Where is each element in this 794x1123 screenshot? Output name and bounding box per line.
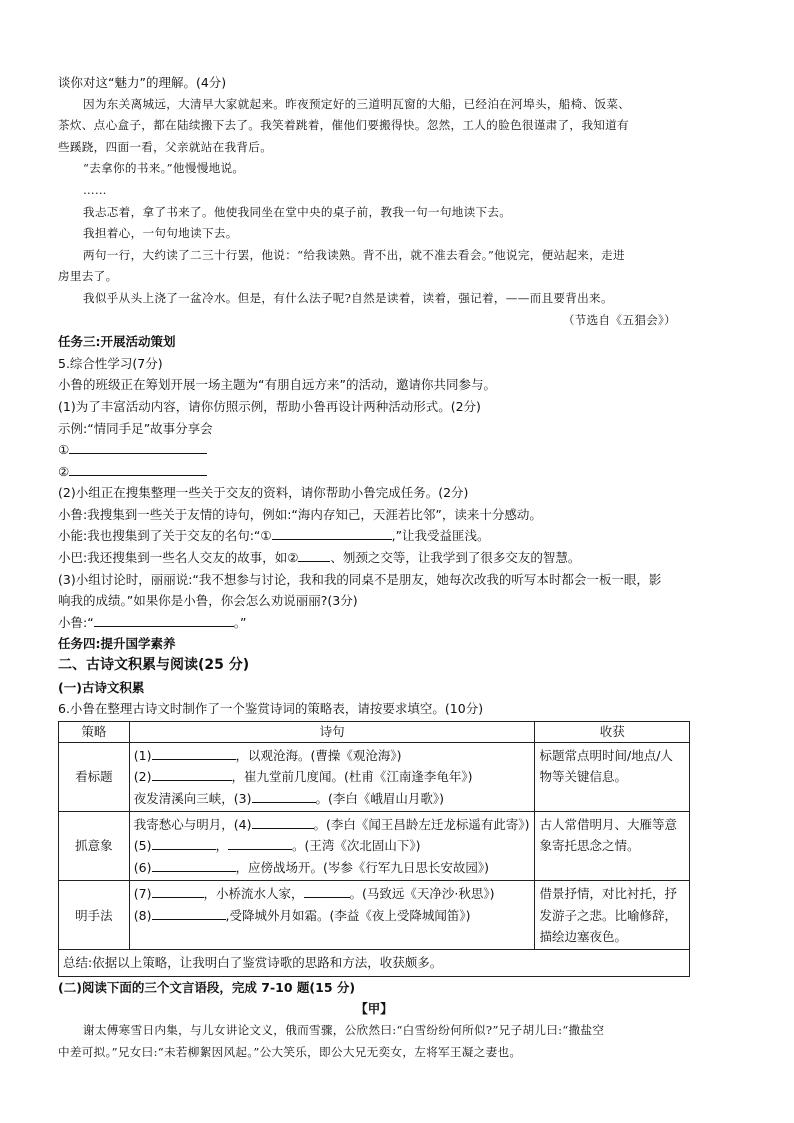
example-line: 示例:“情同手足”故事分享会 [58,420,213,436]
page [58,72,690,1063]
verse-text: 我寄愁心与明月，(4) [133,817,252,833]
passage [58,94,690,332]
answer-blank[interactable] [152,858,236,872]
subsection-1-heading: (一)古诗文积累 [58,679,145,695]
dialogue-text: ,”让我受益匪浅。 [391,528,490,544]
strategy-cell: 明手法 [59,881,130,950]
table-header: 策略 [59,721,130,742]
task4-heading: 任务四:提升国学素养 [58,636,176,652]
dialogue-text: 、刎颈之交等，让我学到了很多交友的智慧。 [330,550,581,566]
passage-paragraph: 因为东关离城远，大清早大家就起来。昨夜预定好的三道明瓦窗的大船，已经泊在河埠头，船椅、饭菜、 [83,96,631,111]
classical-text: 中差可拟。”兄女曰:“未若柳絮因风起。”公大笑乐，即公大兄无奕女，左将军王凝之妻也。 [58,1044,522,1059]
answer-blank[interactable] [152,767,232,781]
answer-line-1 [58,439,690,461]
verse-text: (6) [133,859,152,875]
verse-text: ,受降城外月如霜。(李益《夜上受降城闻笛》) [225,907,471,923]
verse-text: 。(王湾《次北固山下》) [292,838,421,854]
answer-blank[interactable] [298,548,330,562]
verse-text: 夜发清溪向三峡，(3) [133,790,252,806]
verse-text: ，崔九堂前几度闻。(杜甫《江南逢李龟年》) [231,769,473,785]
answer-blank[interactable] [152,746,236,760]
intro-question: 谈你对这“魅力”的理解。(4分) [58,75,227,90]
gain-cell: 借景抒情，对比衬托，抒发游子之悲。比喻修辞，描绘边塞夜色。 [535,881,690,950]
verse-text: (2) [133,769,152,785]
table-summary-row [59,950,690,976]
answer-blank[interactable] [69,440,207,454]
strategy-cell: 抓意象 [59,812,130,881]
verse-text: ，小桥流水人家， [203,886,304,902]
table-row [59,812,690,881]
answer-blank[interactable] [152,906,226,920]
answer-blank[interactable] [69,462,207,476]
verse-cell [129,742,535,811]
table-header: 收获 [535,721,690,742]
strategy-table [58,721,690,977]
question-5-3: (3)小组讨论时，丽丽说:“我不想参与讨论，我和我的同桌不是朋友，她每次改我的听写本时都会一板一眼，影 [58,571,662,587]
question-5: 5.综合性学习(7分) [58,355,163,371]
answer-line-2 [58,461,690,483]
verse-text: (7) [133,886,152,902]
circled-number: ② [58,463,70,479]
verse-text: 。(李白《峨眉山月歌》) [315,790,445,806]
passage-paragraph: 两句一行，大约读了二三十行罢，他说：“给我读熟。背不出，就不准去看会。”他说完，便站起来，走进 [83,247,625,262]
subsection-2-heading: (二)阅读下面的三个文言语段，完成 7-10 题(15 分) [58,979,356,995]
dialogue-text: 小鲁:“ [58,614,94,630]
section-2-heading: 二、古诗文积累与阅读(25 分) [58,657,250,674]
verse-text: (5) [133,838,152,854]
table-row [59,742,690,811]
answer-blank[interactable] [272,526,392,540]
passage-paragraph: 我忐忑着，拿了书来了。他使我同坐在堂中央的桌子前，教我一句一句地读下去。 [83,204,512,219]
answer-xiaolu [58,612,690,634]
gain-cell: 古人常借明月、大雁等意象寄托思念之情。 [535,812,690,881]
question-5-intro: 小鲁的班级正在筹划开展一场主题为“有朋自远方来”的活动，邀请你共同参与。 [58,377,496,393]
dialogue-text: 小能:我也搜集到了关于交友的名句:“① [58,528,272,544]
passage-paragraph: 些蹊跷，四面一看，父亲就站在我背后。 [58,139,273,154]
strategy-cell: 看标题 [59,742,130,811]
classical-text: 谢太傅寒雪日内集，与儿女讲论文义，俄而雪骤，公欣然曰:“白雪纷纷何所似?”兄子胡儿曰:“撒盐空 [83,1023,605,1038]
verse-text: 。(马致远《天净沙·秋思》) [349,886,495,902]
passage-paragraph: 茶炊、点心盒子，都在陆续搬下去了。我笑着跳着，催他们要搬得快。忽然，工人的脸色很谨肃了，我知道有 [58,118,629,133]
answer-blank[interactable] [252,789,316,803]
passage-paragraph: “去拿你的书来。”他慢慢地说。 [83,161,245,176]
dialogue-text: 小巴:我还搜集到一些名人交友的故事，如② [58,550,299,566]
verse-text: (1) [133,747,152,763]
passage-ellipsis: …… [83,182,107,197]
passage-paragraph: 房里去了。 [58,269,118,284]
verse-text: ， [215,838,229,854]
answer-blank[interactable] [152,836,216,850]
dialogue-xiaolu: 小鲁:我搜集到一些关于友情的诗句，例如:“海内存知己，天涯若比邻”，读来十分感动。 [58,506,542,522]
verse-cell [129,812,535,881]
dialogue-text: 。” [233,614,247,630]
answer-blank[interactable] [252,815,314,829]
answer-blank[interactable] [94,613,234,627]
dialogue-xiaoba [58,547,690,569]
dialogue-xiaoneng [58,525,690,547]
verse-cell [129,881,535,950]
verse-text: 。(李白《闻王昌龄左迁龙标遥有此寄》) [313,817,530,833]
answer-blank[interactable] [228,836,292,850]
verse-text: ，应傍战场开。(岑参《行军九日思长安故园》) [235,859,490,875]
answer-blank[interactable] [304,884,350,898]
task3-heading: 任务三:开展活动策划 [58,334,176,350]
verse-text: ，以观沧海。(曹操《观沧海》) [235,747,402,763]
passage-source: （节选自《五猖会》） [562,312,676,327]
gain-cell: 标题常点明时间/地点/人物等关键信息。 [535,742,690,811]
question-5-2: (2)小组正在搜集整理一些关于交友的资料，请你帮助小鲁完成任务。(2分) [58,485,469,501]
circled-number: ① [58,442,70,458]
passage-label-jia: 【甲】 [355,1001,393,1017]
question-6: 6.小鲁在整理古诗文时制作了一个鉴赏诗词的策略表，请按要求填空。(10分) [58,701,484,717]
question-5-3-cont: 响我的成绩。”如果你是小鲁，你会怎么劝说丽丽?(3分) [58,593,358,609]
table-row [59,881,690,950]
answer-blank[interactable] [152,884,204,898]
verse-text: (8) [133,907,152,923]
passage-paragraph: 我似乎从头上浇了一盆冷水。但是，有什么法子呢?自然是读着，读着，强记着，——而且要背出来。 [83,290,613,305]
table-header-row [59,721,690,742]
question-5-1: (1)为了丰富活动内容，请你仿照示例，帮助小鲁再设计两种活动形式。(2分) [58,398,481,414]
table-header: 诗句 [129,721,535,742]
passage-paragraph: 我担着心，一句句地读下去。 [83,226,238,241]
summary-cell: 总结:依据以上策略，让我明白了鉴赏诗歌的思路和方法，收获颇多。 [59,950,690,976]
